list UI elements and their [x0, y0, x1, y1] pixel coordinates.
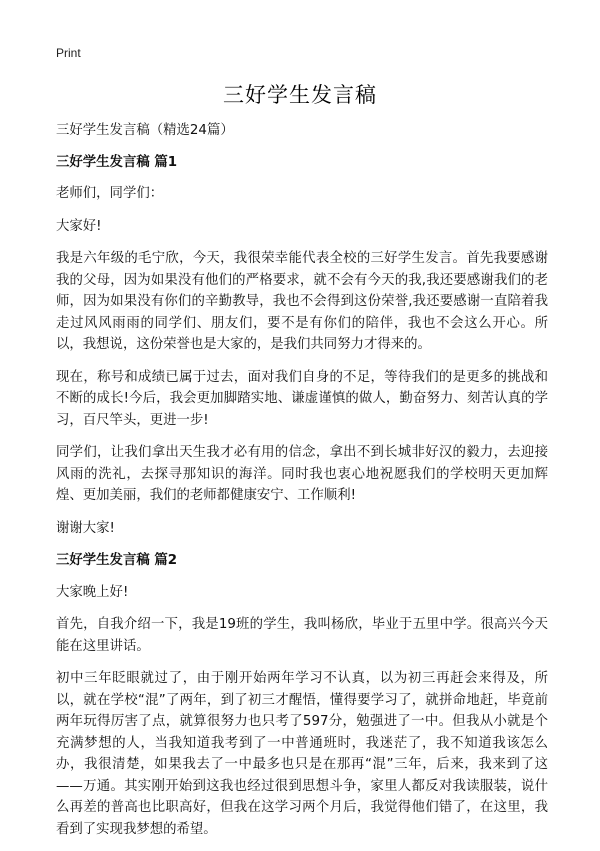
paragraph: 现在，称号和成绩已属于过去，面对我们自身的不足，等待我们的是更多的挑战和不断的成长!今后，我会更加脚踏实地、谦虚谨慎的做人，勤奋努力、刻苦认真的学习，百尺竿头，更进一步!	[56, 369, 548, 428]
paragraph: 大家好!	[56, 218, 102, 234]
document-title: 三好学生发言稿	[223, 83, 377, 107]
paragraph: 大家晚上好!	[56, 584, 129, 600]
paragraph: 同学们，让我们拿出天生我才必有用的信念，拿出不到长城非好汉的毅力，去迎接风雨的洗礼，去探寻那知识的海洋。同时我也衷心地祝愿我们的学校明天更加辉煌、更加美丽，我们的老师都健康安宁、工作顺利!	[56, 445, 548, 503]
paragraph: 老师们，同学们：	[56, 186, 164, 201]
paragraph: 首先，自我介绍一下，我是19班的学生，我叫杨欣，毕业于五里中学。很高兴今天能在这里讲话。	[56, 617, 548, 654]
print-label: Print	[56, 46, 81, 60]
section-heading: 三好学生发言稿 篇2	[56, 553, 178, 568]
paragraph: 我是六年级的毛宁欣，今天，我很荣幸能代表全校的三好学生发言。首先我要感谢我的父母，因为如果没有他们的严格要求，就不会有今天的我,我还要感谢我们的老师，因为如果没有你们的辛勤教导，我也不会得到这份荣誉,我还要感谢一直陪着我走过风风雨雨的同学们、朋友们，要不是有你们的陪伴，我也不会这么开心。所以，我想说，这份荣誉也是大家的，是我们共同努力才得来的。	[56, 251, 548, 352]
section-heading: 三好学生发言稿 篇1	[56, 154, 178, 170]
paragraph: 初中三年眨眼就过了，由于刚开始两年学习不认真，以为初三再赶会来得及，所以，就在学校“混”了两年，到了初三才醒悟，懂得要学习了，就拼命地赶，毕竟前两年玩得厉害了点，就算很努力也只考了597分，勉强进了一中。但我从小就是个充满梦想的人，当我知道我考到了一中普通班时，我迷茫了，我不知道我该怎么办，我很清楚，如果我去了一中最多也只是在那再“混”三年，后来，我来到了这——万通。其实刚开始到这我也经过很到思想斗争，家里人都反对我读服装，说什么再差的普高也比职高好，但我在这学习两个月后，我觉得他们错了，在这里，我看到了实现我梦想的希望。	[56, 671, 548, 837]
document-subtitle: 三好学生发言稿（精选24篇）	[56, 123, 234, 138]
document-body	[56, 120, 548, 851]
paragraph: 谢谢大家!	[56, 520, 115, 536]
